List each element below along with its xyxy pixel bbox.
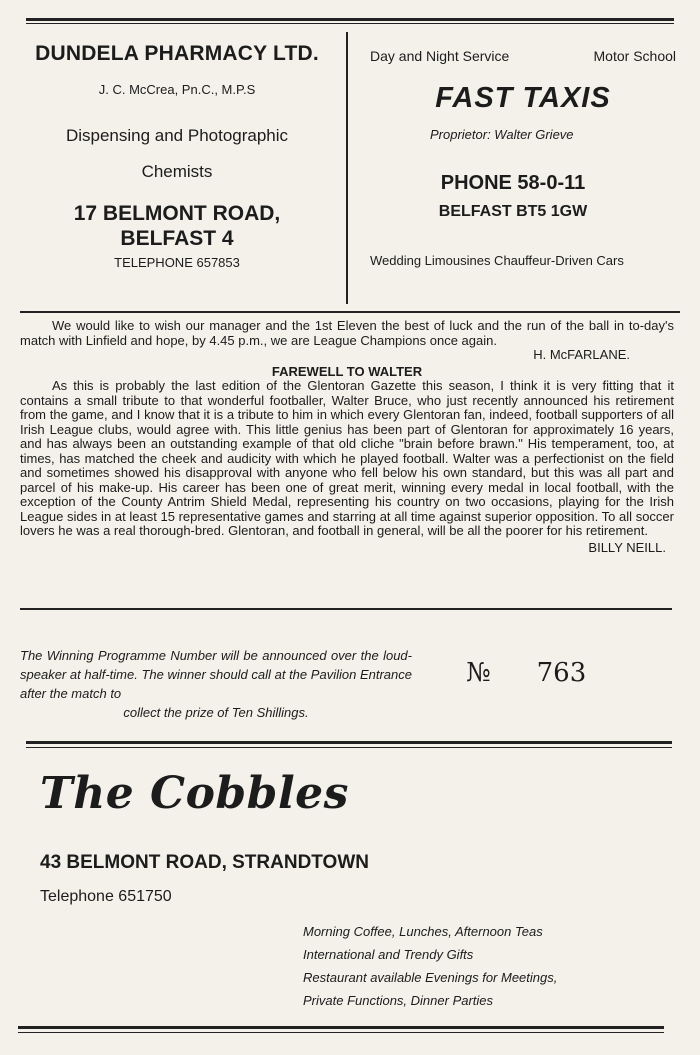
bottom-rule-thin	[18, 1032, 664, 1033]
pharmacy-desc-line1: Dispensing and Photographic	[65, 126, 289, 145]
article	[20, 319, 674, 555]
vertical-divider	[346, 32, 348, 304]
cobbles-rule-top	[26, 741, 672, 744]
article-intro: We would like to wish our manager and the 1st Eleven the best of luck and the run of the ball in to-day's match with Linfield and hope, by 4.45 p.m., we are League Champions once again.	[20, 318, 674, 348]
number-sign: №	[466, 658, 491, 688]
taxis-title: FAST TAXIS	[435, 82, 611, 114]
article-body: As this is probably the last edition of the Glentoran Gazette this season, I think it is very fitting that it contains a small tribute to that wonderful footballer, Walter Bruce, who just recently announced his retirement from the game, and I know that it is a tribute to him in which every Glentoran fan, indeed, football supporters of all Irish League clubs, would agree with. This little genius has been part of Glentoran for approximately 16 years, and has always been an outstanding example of that old cliche "brain before brawn." His temperament, too, at times, has matched the cheek and audicity with which he played football. Walter was a perfectionist on the field and sometimes showed his disapproval with anyone who fell below his own standard, but this was all part and parcel of his make-up. His career has been one of great merit, winning every medal in local football, with the exception of the County Antrim Shield Medal, representing his country on two occasions, playing for the Irish League sides in at least 15 representative games and starring at all time against superior opposition. To all soccer lovers he was a real thorough-bred. Glentoran, and football in general, will be all the poorer for his retirement.	[20, 378, 674, 538]
pharmacy-address	[14, 201, 340, 251]
article-intro-signature: H. McFARLANE.	[533, 347, 630, 362]
pharmacy-owner: J. C. McCrea, Pn.C., M.P.S	[98, 82, 256, 97]
top-rule-thin	[26, 23, 674, 24]
cobbles-telephone: Telephone 651750	[40, 888, 172, 905]
pharmacy-telephone: TELEPHONE 657853	[114, 255, 240, 270]
article-signature: BILLY NEILL.	[588, 539, 666, 555]
programme-text: The Winning Programme Number will be announced over the loud-speaker at half-time. The winner should call at the Pavilion Entrance after the match to	[20, 648, 412, 701]
taxis-advert	[360, 48, 686, 268]
taxis-service: Day and Night Service	[370, 48, 510, 64]
pharmacy-address-line2: BELFAST 4	[120, 227, 234, 250]
cobbles-rule-top-thin	[26, 747, 672, 748]
programme-notice	[20, 646, 412, 722]
programme-number	[466, 658, 586, 688]
pharmacy-desc-line2: Chemists	[141, 162, 213, 181]
section-rule-2	[20, 608, 672, 610]
article-heading: FAREWELL TO WALTER	[271, 363, 423, 379]
taxis-school: Motor School	[593, 48, 676, 64]
taxis-proprietor: Proprietor: Walter Grieve	[430, 127, 574, 142]
pharmacy-advert	[14, 42, 340, 270]
taxis-city: BELFAST BT5 1GW	[438, 203, 588, 220]
pharmacy-address-line1: 17 BELMONT ROAD,	[73, 202, 281, 225]
bottom-rule	[18, 1026, 664, 1029]
taxis-phone: PHONE 58-0-11	[440, 172, 586, 194]
service-item: Morning Coffee, Lunches, Afternoon Teas	[303, 924, 543, 939]
number-value: 763	[536, 658, 587, 688]
service-item: Restaurant available Evenings for Meetings,	[303, 970, 558, 985]
cobbles-address: 43 BELMONT ROAD, STRANDTOWN	[40, 852, 369, 873]
service-item: International and Trendy Gifts	[303, 947, 474, 962]
cobbles-title: The Cobbles	[40, 768, 349, 819]
service-item: Private Functions, Dinner Parties	[303, 993, 494, 1008]
taxis-extras: Wedding Limousines Chauffeur-Driven Cars	[370, 253, 624, 268]
section-rule-1	[20, 311, 680, 313]
pharmacy-name: DUNDELA PHARMACY LTD.	[35, 42, 319, 65]
cobbles-services	[303, 920, 557, 1012]
programme-text-last: collect the prize of Ten Shillings.	[123, 705, 309, 720]
taxis-top-row	[360, 48, 686, 64]
top-rule	[26, 18, 674, 21]
